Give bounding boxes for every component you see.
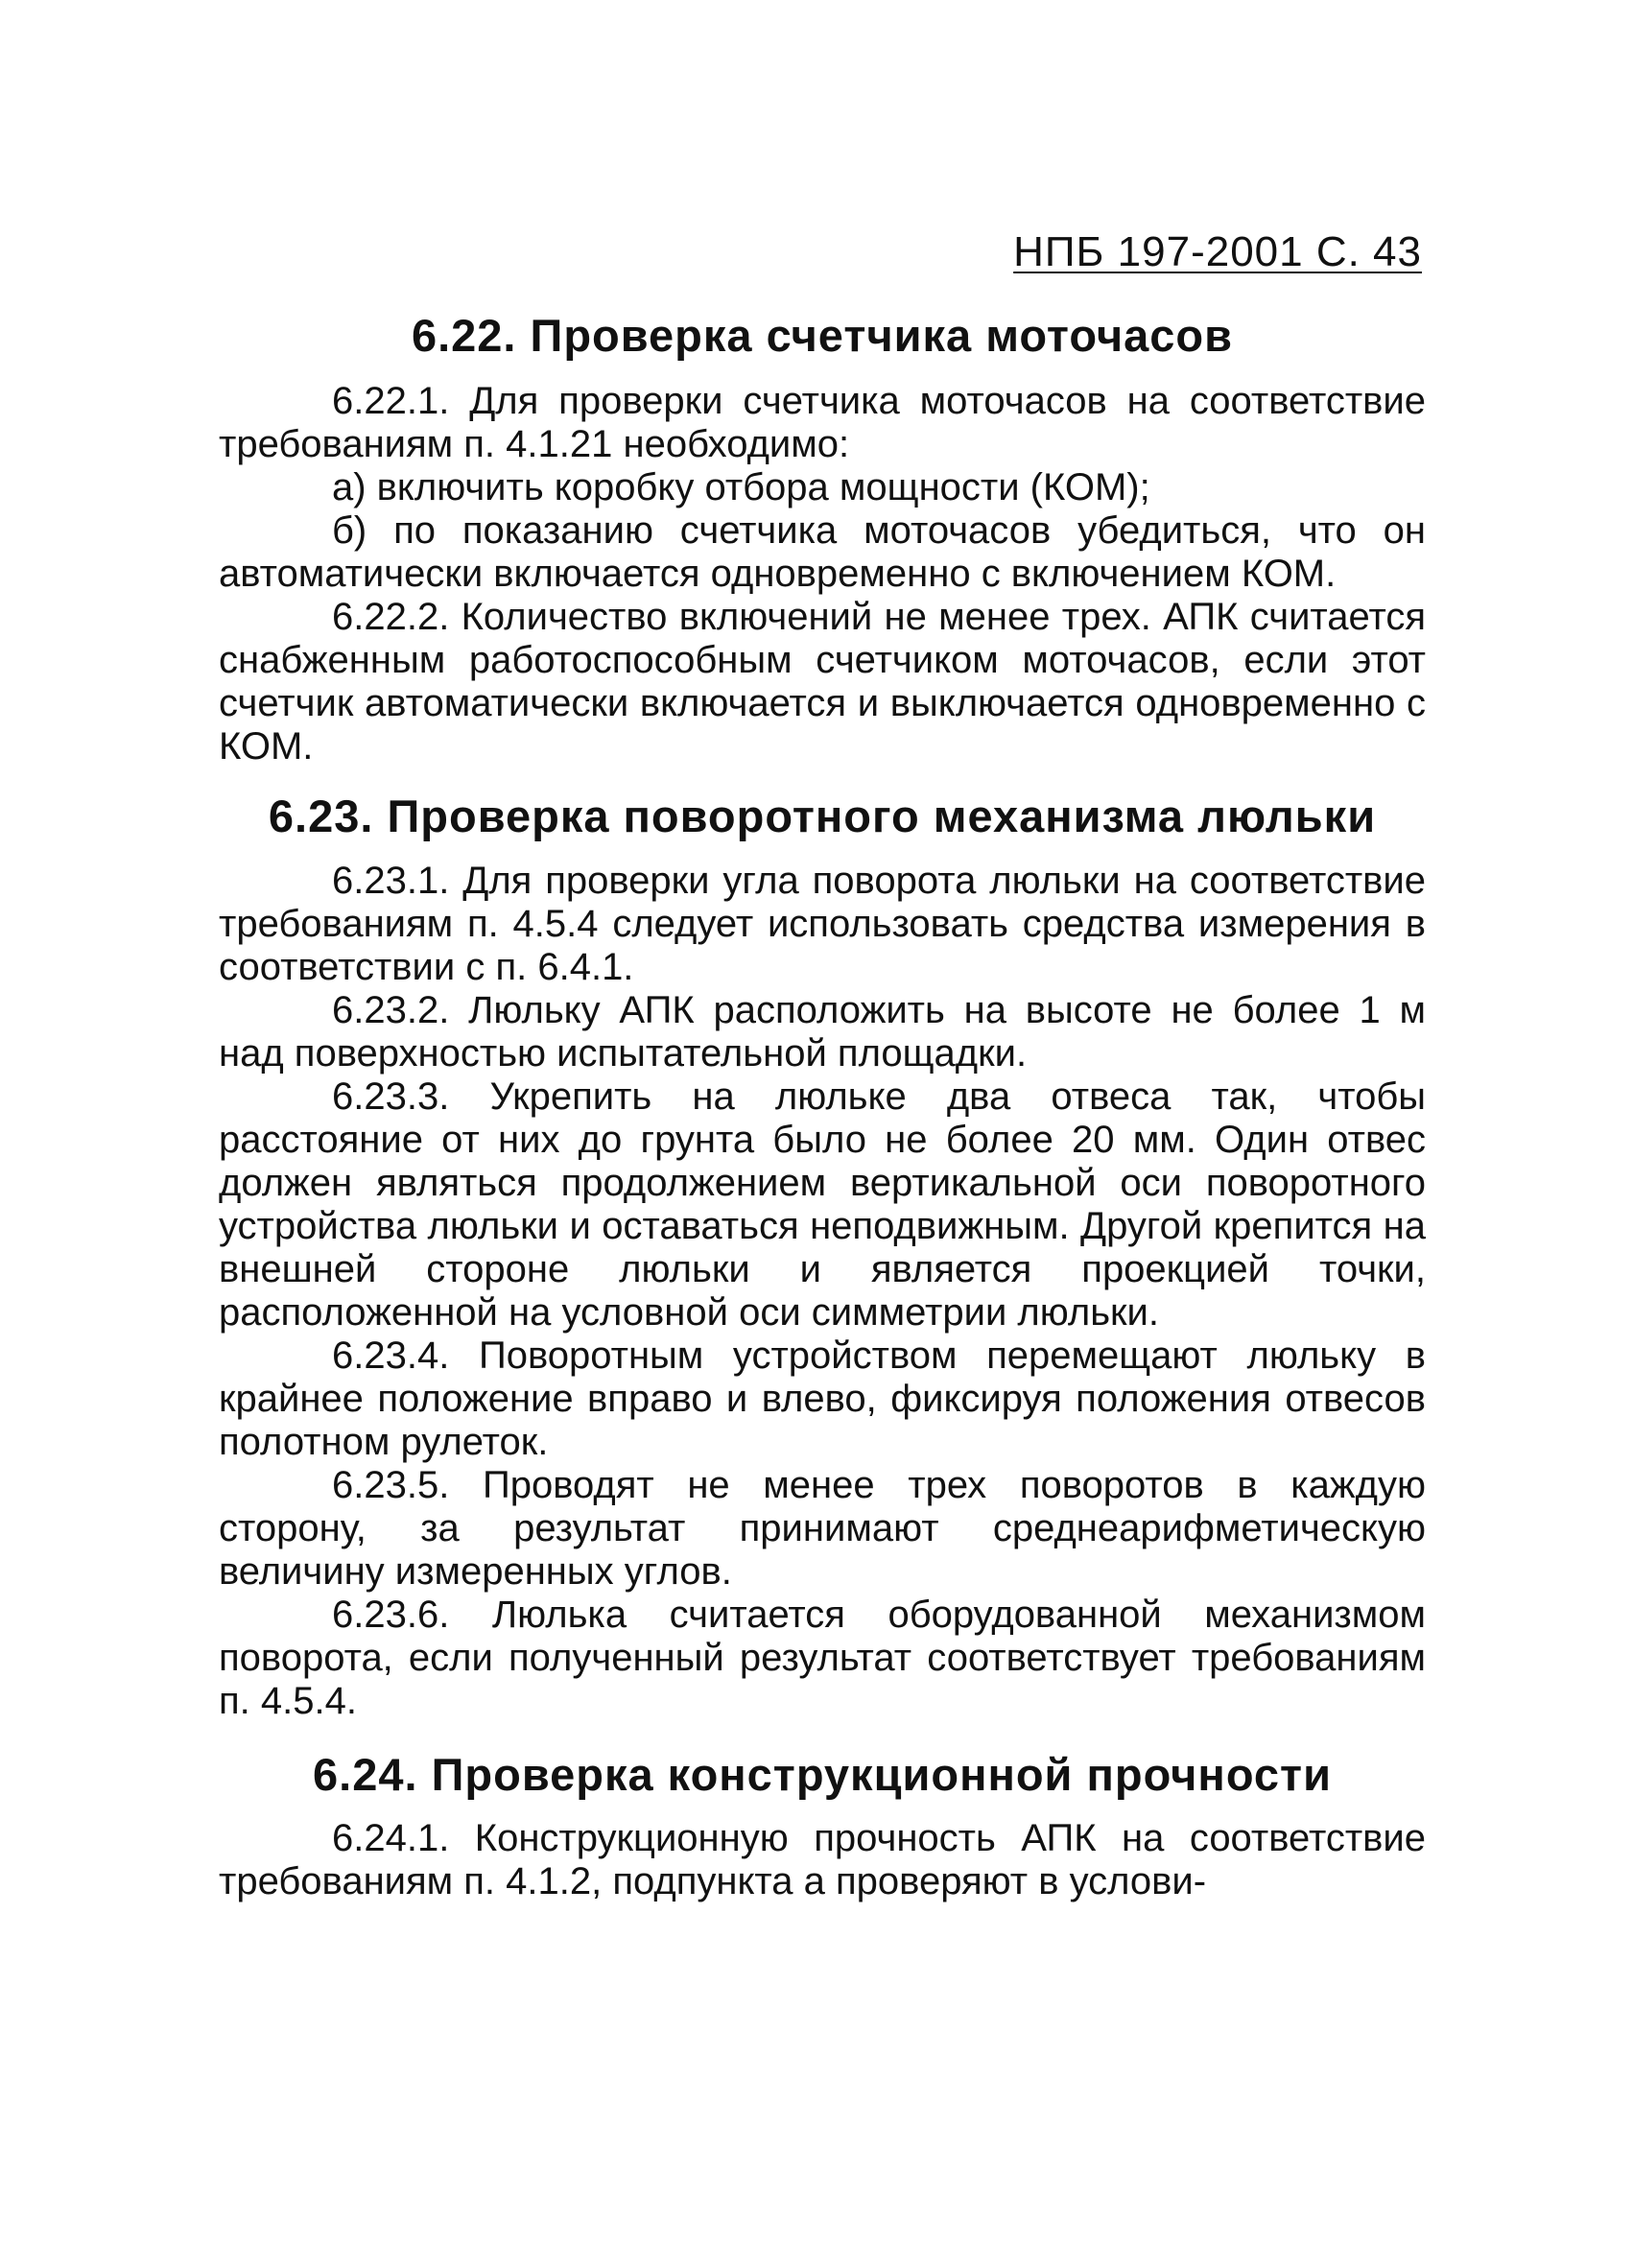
running-head: НПБ 197-2001 С. 43	[1013, 228, 1422, 275]
paragraph: 6.23.6. Люлька считается оборудованной механизмом поворота, если полученный результат соответствует требованиям п. 4.5.4.	[219, 1593, 1426, 1722]
paragraph: 6.23.1. Для проверки угла поворота люльки на соответствие требованиям п. 4.5.4 следует использовать средства измерения в соответствии с п. 6.4.1.	[219, 859, 1426, 988]
paragraph: 6.23.2. Люльку АПК расположить на высоте не более 1 м над поверхностью испытательной площадки.	[219, 988, 1426, 1075]
paragraph: б) по показанию счетчика моточасов убедиться, что он автоматически включается одновременно с включением КОМ.	[219, 509, 1426, 596]
paragraph: 6.23.5. Проводят не менее трех поворотов в каждую сторону, за результат принимают среднеарифметическую величину измеренных углов.	[219, 1463, 1426, 1593]
paragraph: 6.22.1. Для проверки счетчика моточасов на соответствие требованиям п. 4.1.21 необходимо:	[219, 380, 1426, 466]
page-body	[219, 309, 1426, 1903]
paragraph: а) включить коробку отбора мощности (КОМ);	[332, 466, 1150, 509]
paragraph: 6.23.4. Поворотным устройством перемещают люльку в крайнее положение вправо и влево, фиксируя положения отвесов полотном рулеток.	[219, 1334, 1426, 1463]
section-6-23	[219, 790, 1426, 1722]
section-heading: 6.24. Проверка конструкционной прочности	[313, 1748, 1332, 1800]
paragraph: 6.22.2. Количество включений не менее трех. АПК считается снабженным работоспособным счетчиком моточасов, если этот счетчик автоматически включается и выключается одновременно с КОМ.	[219, 596, 1426, 768]
section-6-22	[219, 309, 1426, 768]
paragraph: 6.23.3. Укрепить на люльке два отвеса так, чтобы расстояние от них до грунта было не более 20 мм. Один отвес должен являться продолжением вертикальной оси поворотного устройства люльки и оставаться неподвижным. Другой крепится на внешней стороне люльки и является проекцией точки, расположенной на условной оси симметрии люльки.	[219, 1075, 1426, 1334]
section-heading: 6.22. Проверка счетчика моточасов	[411, 310, 1234, 361]
section-6-24	[219, 1748, 1426, 1903]
paragraph: 6.24.1. Конструкционную прочность АПК на соответствие требованиям п. 4.1.2, подпункта а проверяют в услови-	[219, 1817, 1426, 1903]
section-heading: 6.23. Проверка поворотного механизма люльки	[268, 791, 1377, 842]
